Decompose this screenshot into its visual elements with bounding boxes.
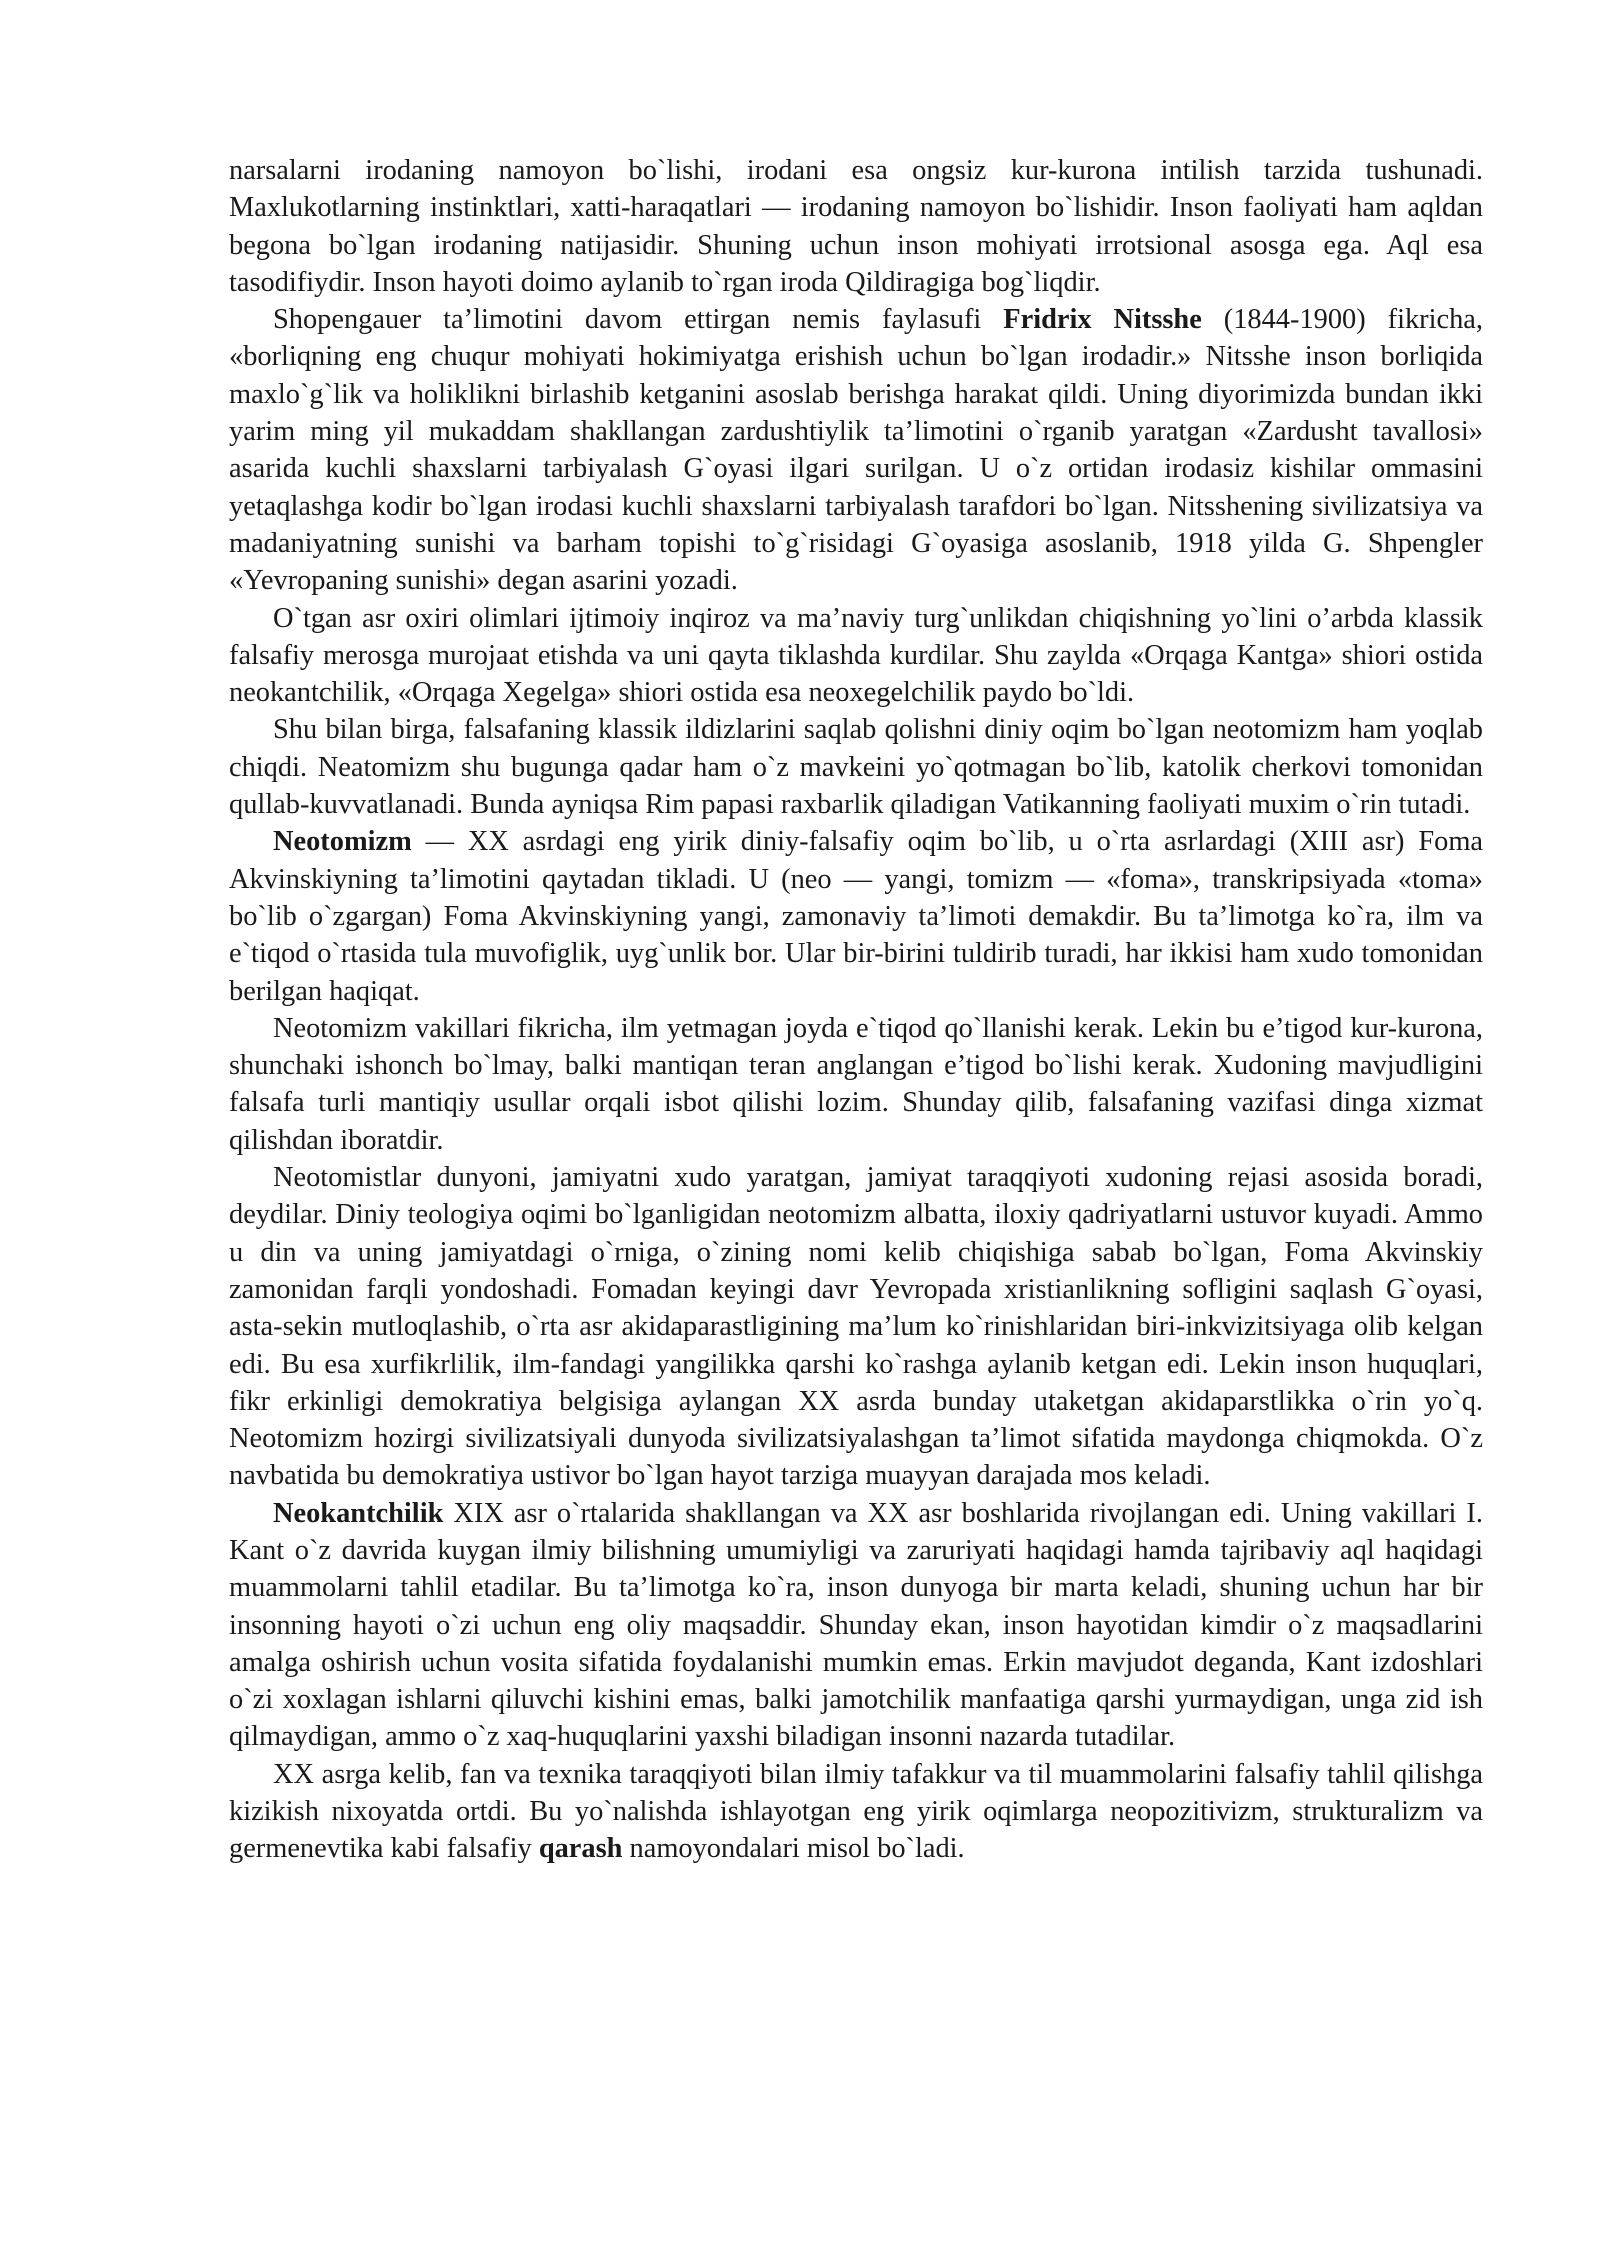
- paragraph-text: narsalarni irodaning namoyon bo`lishi, irodani esa ongsiz kur-kurona intilish tarzida tushunadi. Maxlukotlarning instinktlari, xatti-haraqatlari — irodaning namoyon bo`lishidir. Inson faoliyati ham aqldan begona bo`lgan irodaning natijasidir. Shuning uchun inson mohiyati irrotsional asosga ega. Aql esa tasodifiydir. Inson hayoti doimo aylanib to`rgan iroda Qildiragiga bog`liqdir.: [229, 155, 1483, 298]
- document-page: [229, 152, 1483, 1868]
- paragraph-text: namoyondalari misol bo`ladi.: [622, 1833, 965, 1865]
- paragraph-1: [229, 152, 1483, 301]
- paragraph-text: (1844-1900) fikricha, «borliqning eng chuqur mohiyati hokimiyatga erishish uchun bo`lgan irodadir.» Nitsshe inson borliqida maxlo`g`lik va holiklikni birlashib ketganini asoslab berishga harakat qildi. Uning diyorimizda bundan ikki yarim ming yil mukaddam shakllangan zardushtiylik ta’limotini o`rganib yaratgan «Zardusht tavallosi» asarida kuchli shaxslarni tarbiyalash G`oyasi ilgari surilgan. U o`z ortidan irodasiz kishilar ommasini yetaqlashga kodir bo`lgan irodasi kuchli shaxslarni tarbiyalash tarafdori bo`lgan. Nitsshening sivilizatsiya va madaniyatning sunishi va barham topishi to`g`risidagi G`oyasiga asoslanib, 1918 yilda G. Shpengler «Yevropaning sunishi» degan asarini yozadi.: [229, 304, 1483, 597]
- paragraph-7: [229, 1159, 1483, 1495]
- paragraph-text: Neotomistlar dunyoni, jamiyatni xudo yaratgan, jamiyat taraqqiyoti xudoning rejasi asosida boradi, deydilar. Diniy teologiya oqimi bo`lganligidan neotomizm albatta, iloxiy qadriyatlarni ustuvor kuyadi. Ammo u din va uning jamiyatdagi o`rniga, o`zining nomi kelib chiqishiga sabab bo`lgan, Foma Akvinskiy zamonidan farqli yondoshadi. Fomadan keyingi davr Yevropada xristianlikning sofligini saqlash G`oyasi, asta-sekin mutloqlashib, o`rta asr akidaparastligining ma’lum ko`rinishlaridan biri-inkvizitsiyaga olib kelgan edi. Bu esa xurfikrlilik, ilm-fandagi yangilikka qarshi ko`rashga aylanib ketgan edi. Lekin inson huquqlari, fikr erkinligi demokratiya belgisiga aylangan XX asrda bunday utaketgan akidaparstlikka o`rin yo`q. Neotomizm hozirgi sivilizatsiyali dunyoda sivilizatsiyalashgan ta’limot sifatida maydonga chiqmokda. O`z navbatida bu demokratiya ustivor bo`lgan hayot tarziga muayyan darajada mos keladi.: [229, 1162, 1483, 1492]
- paragraph-4: [229, 711, 1483, 823]
- paragraph-text: Shopengauer ta’limotini davom ettirgan nemis faylasufi: [273, 304, 1004, 336]
- term-neokantchilik: Neokantchilik: [273, 1497, 444, 1529]
- paragraph-text: Shu bilan birga, falsafaning klassik ildizlarini saqlab qolishni diniy oqim bo`lgan neotomizm ham yoqlab chiqdi. Neatomizm shu bugunga qadar ham o`z mavkeini yo`qotmagan bo`lib, katolik cherkovi tomonidan qullab-kuvvatlanadi. Bunda ayniqsa Rim papasi raxbarlik qiladigan Vatikanning faoliyati muxim o`rin tutadi.: [229, 714, 1483, 821]
- paragraph-text: O`tgan asr oxiri olimlari ijtimoiy inqiroz va ma’naviy turg`unlikdan chiqishning yo`lini o’arbda klassik falsafiy merosga murojaat etishda va uni qayta tiklashda kurdilar. Shu zaylda «Orqaga Kantga» shiori ostida neokantchilik, «Orqaga Xegelga» shiori ostida esa neoxegelchilik paydo bo`ldi.: [229, 602, 1483, 709]
- paragraph-8: [229, 1495, 1483, 1756]
- paragraph-6: [229, 1010, 1483, 1159]
- paragraph-3: [229, 600, 1483, 712]
- paragraph-9: [229, 1756, 1483, 1868]
- term-fridrix-nitsshe: Fridrix Nitsshe: [1003, 304, 1202, 336]
- paragraph-text: — XX asrdagi eng yirik diniy-falsafiy oqim bo`lib, u o`rta asrlardagi (XIII asr) Foma Akvinskiyning ta’limotini qaytadan tikladi. U (neo — yangi, tomizm — «foma», transkripsiyada «toma» bo`lib o`zgargan) Foma Akvinskiyning yangi, zamonaviy ta’limoti demakdir. Bu ta’limotga ko`ra, ilm va e`tiqod o`rtasida tula muvofiglik, uyg`unlik bor. Ular bir-birini tuldirib turadi, har ikkisi ham xudo tomonidan berilgan haqiqat.: [229, 826, 1483, 1007]
- paragraph-text: XIX asr o`rtalarida shakllangan va XX asr boshlarida rivojlangan edi. Uning vakillari I. Kant o`z davrida kuygan ilmiy bilishning umumiyligi va zaruriyati haqidagi hamda tajribaviy aql haqidagi muammolarni tahlil etadilar. Bu ta’limotga ko`ra, inson dunyoga bir marta keladi, shuning uchun har bir insonning hayoti o`zi uchun eng oliy maqsaddir. Shunday ekan, inson hayotidan kimdir o`z maqsadlarini amalga oshirish uchun vosita sifatida foydalanishi mumkin emas. Erkin mavjudot deganda, Kant izdoshlari o`zi xoxlagan ishlarni qiluvchi kishini emas, balki jamotchilik manfaatiga qarshi yurmaydigan, unga zid ish qilmaydigan, ammo o`z xaq-huquqlarini yaxshi biladigan insonni nazarda tutadilar.: [229, 1497, 1483, 1753]
- term-qarash: qarash: [538, 1833, 623, 1865]
- paragraph-2: [229, 301, 1483, 599]
- paragraph-5: [229, 823, 1483, 1009]
- term-neotomizm: Neotomizm: [273, 826, 412, 858]
- paragraph-text: XX asrga kelib, fan va texnika taraqqiyoti bilan ilmiy tafakkur va til muammolarini falsafiy tahlil qilishga kizikish nixoyatda ortdi. Bu yo`nalishda ishlayotgan eng yirik oqimlarga neopozitivizm, strukturalizm va germenevtika kabi falsafiy: [229, 1758, 1483, 1865]
- paragraph-text: Neotomizm vakillari fikricha, ilm yetmagan joyda e`tiqod qo`llanishi kerak. Lekin bu e’tigod kur-kurona, shunchaki ishonch bo`lmay, balki mantiqan teran anglangan e’tigod bo`lishi kerak. Xudoning mavjudligini falsafa turli mantiqiy usullar orqali isbot qilishi lozim. Shunday qilib, falsafaning vazifasi dinga xizmat qilishdan iboratdir.: [229, 1012, 1483, 1156]
